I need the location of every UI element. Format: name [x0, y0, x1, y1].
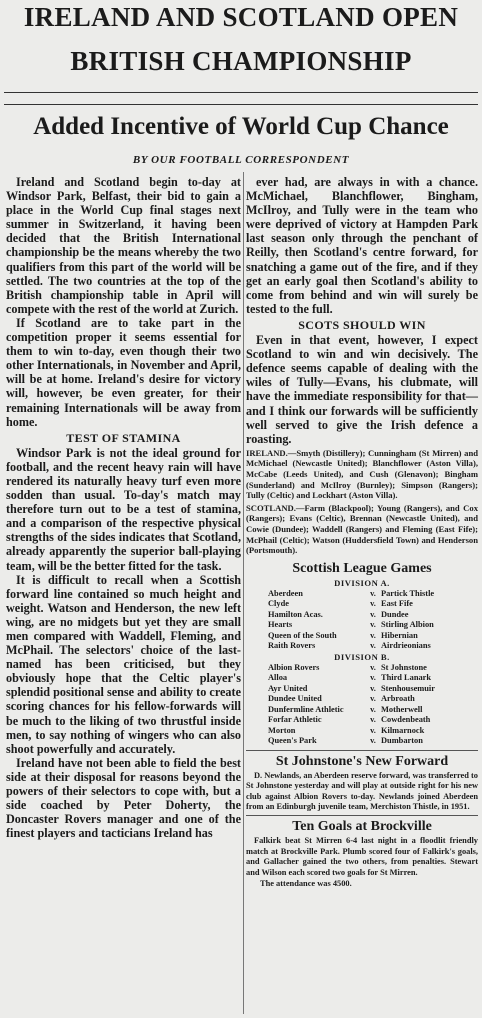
subheading: TEST OF STAMINA	[66, 430, 181, 445]
versus: v.	[370, 599, 376, 609]
brockville-heading: Ten Goals at Brockville	[246, 815, 478, 836]
fixture-row	[246, 673, 478, 684]
away-team: Hibernian	[381, 630, 418, 640]
away-team: Airdrieonians	[381, 641, 431, 651]
versus: v.	[370, 588, 376, 598]
fixture-row	[246, 631, 478, 642]
team-label: IRELAND.	[246, 447, 288, 458]
away-team: Dumbarton	[381, 736, 423, 746]
fixture-row	[246, 589, 478, 600]
left-column	[6, 175, 241, 840]
fixture-row	[246, 641, 478, 652]
home-team: Dunfermline Athletic	[268, 704, 344, 714]
league-heading: Scottish League Games	[292, 560, 432, 576]
away-team: Stirling Albion	[381, 620, 434, 630]
division-b-fixtures	[246, 663, 478, 747]
fixture-row	[246, 736, 478, 747]
divider	[4, 104, 478, 105]
versus: v.	[370, 725, 376, 735]
fixture-row	[246, 599, 478, 610]
home-team: Queen's Park	[268, 736, 317, 746]
st-johnstone-story	[246, 771, 478, 813]
scotland-team	[246, 503, 478, 556]
st-johnstone-heading: St Johnstone's New Forward	[246, 750, 478, 771]
versus: v.	[370, 662, 376, 672]
away-team: Motherwell	[381, 704, 423, 714]
versus: v.	[370, 641, 376, 651]
home-team: Aberdeen	[268, 588, 303, 598]
home-team: Ayr United	[268, 683, 308, 693]
divider	[4, 92, 478, 93]
ireland-team	[246, 448, 478, 501]
fixture-row	[246, 694, 478, 705]
away-team: Third Lanark	[381, 673, 432, 683]
team-list: —Farm (Blackpool); Young (Rangers), and Cox (Rangers); Evans (Celtic), Brennan (Newcastle United), and Cowie (Dundee); Waddell (Rangers) and Fleming (East Fife); McPhail (Celtic); Watson (Huddersfield Town) and Henderson (Portsmouth).	[246, 502, 478, 556]
sub-headline: Added Incentive of World Cup Chance	[33, 113, 449, 140]
away-team: Arbroath	[381, 694, 415, 704]
versus: v.	[370, 736, 376, 746]
subheading: SCOTS SHOULD WIN	[298, 317, 426, 332]
paragraph: Ireland have not been able to field the best side at their disposal for reasons beyond the powers of their selectors to cope with, but a side coached by Peter Doherty, the Doncaster Rovers manager and one of the finest players and tacticians Ireland has	[6, 755, 241, 841]
away-team: East Fife	[381, 599, 413, 609]
column-divider	[243, 172, 244, 1014]
paragraph: It is difficult to recall when a Scottish forward line contained so much height and weight. Watson and Henderson, the new left wing, are no midgets but yet they are small men compared with Waddell, Fleming, and McPhail. The selectors' choice of the last-named has been criticised, but they obviously hope that the Celtic player's splendid positional sense and ability to create scoring chances for his fellow-forwards will be much to the liking of two thrustful inside men, to say nothing of wingers who can also shoot powerfully and accurately.	[6, 572, 241, 756]
home-team: Forfar Athletic	[268, 715, 322, 725]
paragraph: Windsor Park is not the ideal ground for football, and the recent heavy rain will have rendered its naturally heavy turf even more sodden than usual. To-day's match may therefore turn out to be a test of stamina, and a comparison of the respective physical strengths of the sides indicates that Scotland, already apparently the superior ball-playing team, will be the better fitted for the task.	[6, 445, 241, 573]
versus: v.	[370, 630, 376, 640]
paragraph: Ireland and Scotland begin to-day at Windsor Park, Belfast, their bid to gain a place in the World Cup final stages next summer in Switzerland, it having been decided that the British International championship be the means whereby the two qualifiers from this part of the world will be settled. The two countries at the top of the British championship table in April will compete with the rest of the world at Zurich.	[6, 175, 241, 316]
versus: v.	[370, 704, 376, 714]
versus: v.	[370, 620, 376, 630]
division-a-fixtures	[246, 589, 478, 652]
versus: v.	[370, 609, 376, 619]
fixture-row	[246, 610, 478, 621]
away-team: Cowdenbeath	[381, 715, 431, 725]
versus: v.	[370, 694, 376, 704]
home-team: Hamilton Acas.	[268, 609, 323, 619]
fixture-row	[246, 663, 478, 674]
right-column	[246, 175, 478, 889]
fixture-row	[246, 620, 478, 631]
home-team: Queen of the South	[268, 630, 337, 640]
division-b-heading: DIVISION B.	[334, 651, 390, 662]
main-headline	[0, 2, 482, 76]
versus: v.	[370, 715, 376, 725]
fixture-row	[246, 715, 478, 726]
paragraph: ever had, are always in with a chance. McMichael, Blanchflower, Bingham, McIlroy, and Tully were in the team who were deprived of victory at Hampden Park last season only through the penchant of Reilly, then Scotland's centre forward, for snatching a game out of the fire, and if they get an early goal then Scotland's ability to come from behind and win will surely be tested to the full.	[246, 175, 478, 316]
byline: BY OUR FOOTBALL CORRESPONDENT	[132, 154, 350, 166]
fixture-row	[246, 705, 478, 716]
home-team: Albion Rovers	[268, 662, 320, 672]
home-team: Dundee United	[268, 694, 322, 704]
headline-line-2: BRITISH CHAMPIONSHIP	[70, 46, 412, 76]
home-team: Hearts	[268, 620, 293, 630]
away-team: Stenhousemuir	[381, 683, 435, 693]
attendance: The attendance was 4500.	[260, 878, 352, 888]
division-a-heading: DIVISION A.	[334, 577, 390, 588]
paragraph: If Scotland are to take part in the competition proper it seems essential for them to win to-day, even though their two other Internationals, in November and April, will be at home. Ireland's desire for victory will, however, be even greater, for their remaining Internationals will be away from home.	[6, 315, 241, 429]
home-team: Clyde	[268, 599, 289, 609]
versus: v.	[370, 673, 376, 683]
home-team: Raith Rovers	[268, 641, 316, 651]
away-team: St Johnstone	[381, 662, 427, 672]
paragraph: Falkirk beat St Mirren 6-4 last night in a floodlit friendly match at Brockville Park. Plumb scored four of Falkirk's goals, and Gallacher gained the two others, from penalties. Stewart and Wilson each scored two goals for St Mirren.	[246, 836, 478, 877]
headline-line-1: IRELAND AND SCOTLAND OPEN	[23, 2, 459, 32]
fixture-row	[246, 726, 478, 737]
home-team: Alloa	[268, 673, 288, 683]
versus: v.	[370, 683, 376, 693]
brockville-story	[246, 836, 478, 889]
fixture-row	[246, 684, 478, 695]
away-team: Partick Thistle	[381, 588, 435, 598]
away-team: Dundee	[381, 609, 409, 619]
away-team: Kilmarnock	[381, 725, 425, 735]
home-team: Morton	[268, 725, 296, 735]
team-list: —Smyth (Distillery); Cunningham (St Mirren) and McMichael (Newcastle United); Blanchflower (Aston Villa), McCabe (Leeds United), and Cush (Glenavon); Bingham (Sunderland) and McIlroy (Burnley); Simpson (Rangers); Tully (Celtic) and Lockhart (Aston Villa).	[246, 447, 478, 501]
paragraph: D. Newlands, an Aberdeen reserve forward, was transferred to St Johnstone yesterday and will play at outside right for his new club against Albion Rovers to-day. Newlands joined Aberdeen from an Edinburgh juvenile team, Merchiston Thistle, in 1951.	[246, 770, 478, 811]
paragraph: Even in that event, however, I expect Scotland to win and win decisively. The defence seems capable of dealing with the wiles of Tully—Evans, his clubmate, will have the immediate responsibility for that—and I think our forwards will be sufficiently well served to give the Irish defence a roasting.	[246, 333, 478, 446]
team-label: SCOTLAND.	[246, 502, 296, 513]
